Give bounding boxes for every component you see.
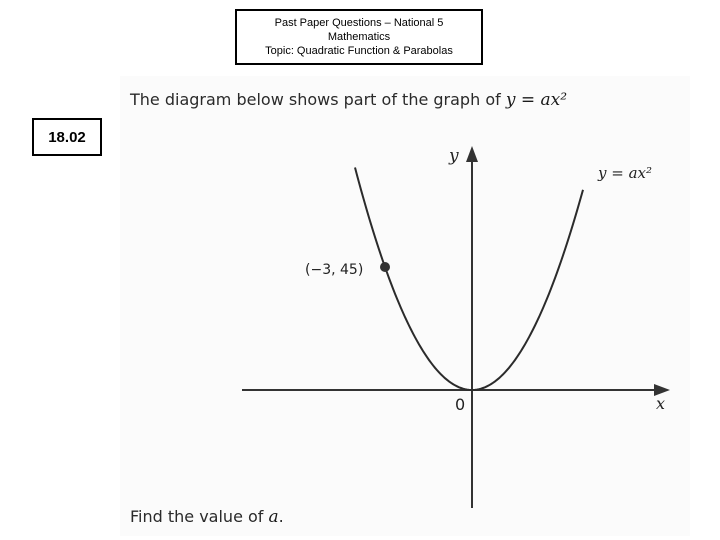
y-axis-arrowhead (466, 146, 478, 162)
origin-label: 0 (455, 395, 466, 414)
x-axis-label: x (656, 394, 666, 413)
y-axis-label: y (449, 146, 459, 166)
prompt-variable: a (268, 507, 279, 527)
header-line-2: Mathematics (327, 31, 391, 43)
parabola-curve (355, 168, 583, 391)
point-label: (−3, 45) (305, 262, 364, 278)
question-prompt (130, 507, 284, 527)
point-marker (380, 262, 390, 272)
header-line-1: Past Paper Questions – National 5 (274, 17, 444, 29)
intro-equation: y = ax² (505, 90, 568, 110)
intro-text: The diagram below shows part of the graph of (130, 90, 501, 109)
curve-label: y = ax² (598, 164, 652, 182)
prompt-text: Find the value of (130, 507, 264, 526)
header-line-3: Topic: Quadratic Function & Parabolas (265, 45, 453, 57)
question-number: 18.02 (48, 128, 86, 146)
prompt-end: . (278, 507, 284, 526)
